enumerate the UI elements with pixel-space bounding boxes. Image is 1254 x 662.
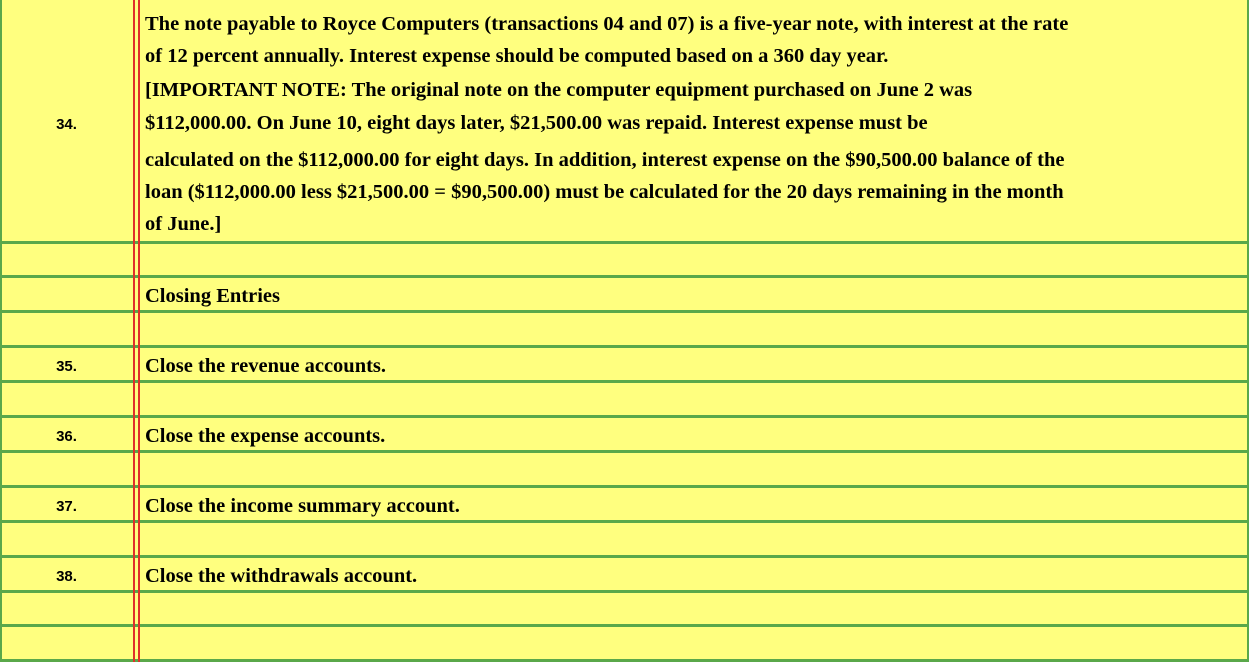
row-number: 34. (56, 116, 77, 133)
grid-line (0, 555, 1248, 558)
grid-line (0, 485, 1248, 488)
task-text: Close the revenue accounts. (145, 355, 387, 377)
margin-line (138, 0, 140, 662)
note-line: $112,000.00. On June 10, eight days later, $21,500.00 was repaid. Interest expense must be (145, 112, 928, 134)
note-line: loan ($112,000.00 less $21,500.00 = $90,500.00) must be calculated for the 20 days remaining in the month (145, 181, 1064, 203)
grid-line (0, 241, 1248, 244)
grid-line (0, 415, 1248, 418)
section-heading: Closing Entries (145, 285, 280, 307)
task-text: Close the withdrawals account. (145, 565, 418, 587)
task-text: Close the income summary account. (145, 495, 460, 517)
grid-line (0, 275, 1248, 278)
grid-line (0, 345, 1248, 348)
page-edge (1249, 0, 1254, 662)
note-line: of June.] (145, 213, 222, 235)
margin-line (133, 0, 135, 662)
row-number: 36. (56, 428, 77, 445)
grid-line-left (0, 0, 2, 662)
row-number: 35. (56, 358, 77, 375)
row-number: 38. (56, 568, 77, 585)
note-line: of 12 percent annually. Interest expense should be computed based on a 360 day year. (145, 45, 889, 67)
note-line: [IMPORTANT NOTE: The original note on the computer equipment purchased on June 2 was (145, 79, 973, 101)
row-number: 37. (56, 498, 77, 515)
note-line: The note payable to Royce Computers (transactions 04 and 07) is a five-year note, with interest at the rate (145, 13, 1069, 35)
grid-line (0, 624, 1248, 627)
note-line: calculated on the $112,000.00 for eight days. In addition, interest expense on the $90,500.00 balance of the (145, 149, 1065, 171)
task-text: Close the expense accounts. (145, 425, 386, 447)
